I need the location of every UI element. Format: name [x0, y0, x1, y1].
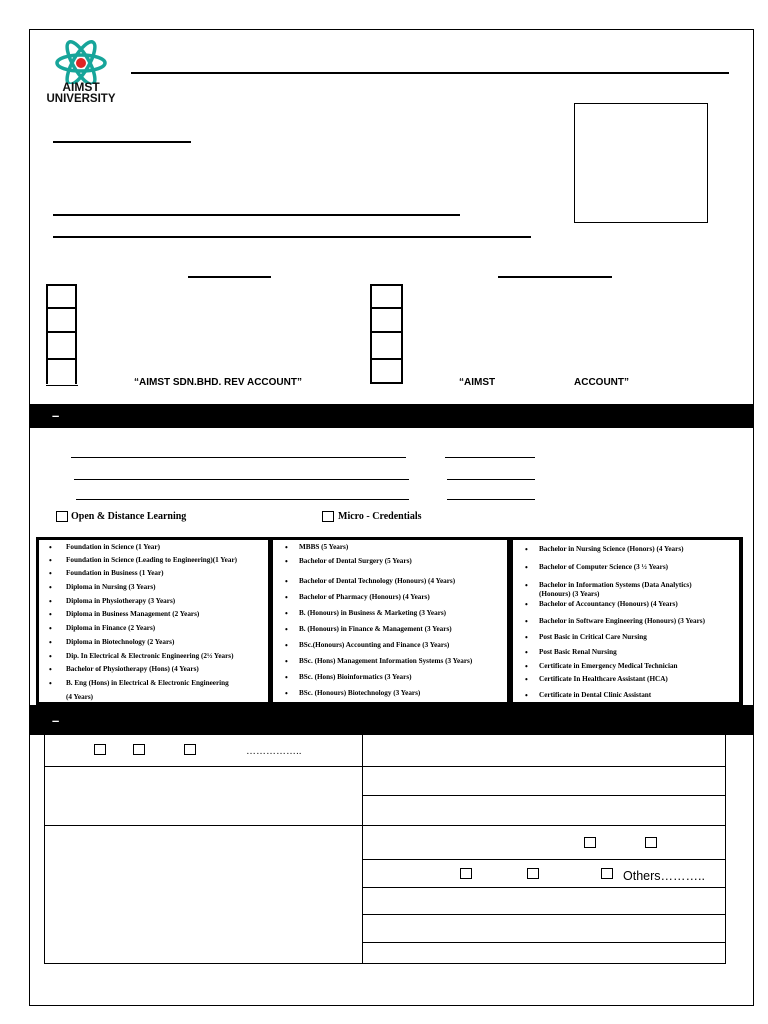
- bullet-icon: •: [285, 657, 288, 666]
- payment-box-right-2[interactable]: [370, 307, 403, 333]
- programme-item-label: BSc. (Hons) Bioinformatics (3 Years): [299, 673, 412, 681]
- bullet-icon: •: [525, 545, 528, 554]
- payment-box-left-1[interactable]: [46, 284, 77, 309]
- name-line-2[interactable]: [53, 236, 531, 238]
- bullet-icon: •: [285, 673, 288, 682]
- programme-item-label: Certificate in Dental Clinic Assistant: [539, 691, 652, 699]
- payment-box-right-3[interactable]: [370, 331, 403, 360]
- bullet-icon: •: [49, 583, 52, 592]
- programme-item-label: Diploma in Nursing (3 Years): [66, 583, 156, 591]
- race-checkbox-2[interactable]: [527, 868, 539, 879]
- title-checkbox-2[interactable]: [133, 744, 145, 755]
- bank-label-line-right: [498, 276, 612, 278]
- photo-box[interactable]: [574, 103, 708, 223]
- bullet-icon: •: [49, 610, 52, 619]
- programme-item-label: Bachelor of Dental Technology (Honours) (4 Years): [299, 577, 456, 585]
- programme-line-1[interactable]: [71, 457, 406, 458]
- micro-credentials-label: Micro - Credentials: [338, 511, 422, 522]
- programme-column-2: [270, 537, 510, 705]
- atom-icon: [40, 40, 122, 84]
- programme-item-label: (4 Years): [66, 693, 94, 701]
- programme-line-3[interactable]: [76, 499, 409, 500]
- payment-box-left-4[interactable]: [46, 358, 77, 384]
- intake-line-2[interactable]: [447, 479, 535, 480]
- race-others-label: Others………..: [623, 869, 705, 883]
- bullet-icon: •: [49, 679, 52, 688]
- logo-text-university: UNIVERSITY: [46, 93, 116, 105]
- programme-item-label: B. (Honours) in Business & Marketing (3 Years): [299, 609, 447, 617]
- programme-item-label: Bachelor of Computer Science (3 ½ Years): [539, 563, 669, 571]
- programme-item-label: Post Basic Renal Nursing: [539, 648, 617, 656]
- bullet-icon: •: [525, 600, 528, 609]
- aimst-account-label-a: “AIMST: [459, 377, 496, 388]
- subtitle-line: [53, 141, 191, 143]
- bullet-icon: •: [285, 609, 288, 618]
- programme-item-label: Bachelor of Accountancy (Honours) (4 Years): [539, 600, 678, 608]
- programme-column-3: [510, 537, 743, 705]
- bullet-icon: •: [525, 633, 528, 642]
- programme-item-label: (Honours) (3 Years): [539, 590, 600, 598]
- title-checkbox-1[interactable]: [94, 744, 106, 755]
- payment-box-left-2[interactable]: [46, 307, 77, 333]
- section-bar-programme: [30, 404, 754, 428]
- programme-item-label: Bachelor of Physiotherapy (Hons) (4 Years): [66, 665, 199, 673]
- payment-box-left-3[interactable]: [46, 331, 77, 360]
- bullet-icon: •: [525, 675, 528, 684]
- programme-item-label: B. Eng (Hons) in Electrical & Electronic Engineering: [66, 679, 229, 687]
- bullet-icon: •: [49, 569, 52, 578]
- bullet-icon: •: [285, 543, 288, 552]
- bullet-icon: •: [285, 625, 288, 634]
- programme-item-label: Diploma in Physiotherapy (3 Years): [66, 597, 176, 605]
- programme-item-label: BSc. (Honours) Biotechnology (3 Years): [299, 689, 421, 697]
- title-line: [131, 72, 729, 74]
- programme-item-label: Bachelor in Information Systems (Data Analytics): [539, 581, 692, 589]
- bullet-icon: •: [49, 652, 52, 661]
- race-checkbox-others[interactable]: [601, 868, 613, 879]
- programme-item-label: Foundation in Business (1 Year): [66, 569, 164, 577]
- bullet-icon: •: [49, 665, 52, 674]
- bullet-icon: •: [49, 638, 52, 647]
- programme-item-label: Bachelor of Dental Surgery (5 Years): [299, 557, 412, 565]
- name-line-1[interactable]: [53, 214, 460, 216]
- programme-item-label: BSc.(Honours) Accounting and Finance (3 Years): [299, 641, 450, 649]
- programme-item-label: Post Basic in Critical Care Nursing: [539, 633, 647, 641]
- bullet-icon: •: [285, 641, 288, 650]
- bullet-icon: •: [525, 691, 528, 700]
- payment-box-right-4[interactable]: [370, 358, 403, 384]
- section-bar-dash-2: –: [52, 713, 60, 728]
- bullet-icon: •: [525, 648, 528, 657]
- rev-account-label: “AIMST SDN.BHD. REV ACCOUNT”: [134, 377, 302, 388]
- bullet-icon: •: [49, 624, 52, 633]
- bank-label-line-left: [188, 276, 271, 278]
- title-checkbox-3[interactable]: [184, 744, 196, 755]
- bullet-icon: •: [525, 662, 528, 671]
- programme-column-1: [36, 537, 271, 705]
- gender-checkbox-1[interactable]: [584, 837, 596, 848]
- programme-item-label: Certificate In Healthcare Assistant (HCA): [539, 675, 668, 683]
- bullet-icon: •: [285, 557, 288, 566]
- programme-item-label: Foundation in Science (Leading to Engineering)(1 Year): [66, 556, 238, 564]
- bullet-icon: •: [525, 563, 528, 572]
- section-bar-personal: [30, 705, 754, 735]
- programme-item-label: Diploma in Finance (2 Years): [66, 624, 156, 632]
- bullet-icon: •: [49, 543, 52, 552]
- race-checkbox-1[interactable]: [460, 868, 472, 879]
- bullet-icon: •: [285, 577, 288, 586]
- programme-item-label: Bachelor of Pharmacy (Honours) (4 Years): [299, 593, 430, 601]
- intake-line-1[interactable]: [445, 457, 535, 458]
- logo-text-aimst: AIMST: [62, 80, 100, 94]
- bullet-icon: •: [49, 556, 52, 565]
- section-bar-dash: –: [52, 408, 60, 423]
- payment-box-left-underline: [46, 385, 78, 386]
- programme-item-label: BSc. (Hons) Management Information Systems (3 Years): [299, 657, 473, 665]
- programme-item-label: Foundation in Science (1 Year): [66, 543, 160, 551]
- personal-details-grid: [44, 735, 726, 964]
- programme-item-label: Bachelor in Software Engineering (Honours) (3 Years): [539, 617, 705, 625]
- odl-checkbox[interactable]: [56, 511, 68, 522]
- gender-checkbox-2[interactable]: [645, 837, 657, 848]
- bullet-icon: •: [285, 689, 288, 698]
- bullet-icon: •: [49, 597, 52, 606]
- odl-label: Open & Distance Learning: [71, 511, 187, 522]
- aimst-account-label-b: ACCOUNT”: [574, 377, 629, 388]
- intake-line-3[interactable]: [447, 499, 535, 500]
- programme-item-label: MBBS (5 Years): [299, 543, 349, 551]
- programme-item-label: Dip. In Electrical & Electronic Engineering (2½ Years): [66, 652, 234, 660]
- title-other-dots[interactable]: ……………..: [246, 746, 302, 757]
- programme-item-label: Diploma in Biotechnology (2 Years): [66, 638, 175, 646]
- programme-item-label: B. (Honours) in Finance & Management (3 Years): [299, 625, 452, 633]
- university-logo: [40, 40, 122, 106]
- bullet-icon: •: [525, 581, 528, 590]
- micro-credentials-checkbox[interactable]: [322, 511, 334, 522]
- bullet-icon: •: [285, 593, 288, 602]
- payment-box-right-1[interactable]: [370, 284, 403, 309]
- programme-item-label: Certificate in Emergency Medical Technician: [539, 662, 678, 670]
- programme-line-2[interactable]: [74, 479, 409, 480]
- programme-item-label: Diploma in Business Management (2 Years): [66, 610, 200, 618]
- programme-item-label: Bachelor in Nursing Science (Honors) (4 Years): [539, 545, 684, 553]
- bullet-icon: •: [525, 617, 528, 626]
